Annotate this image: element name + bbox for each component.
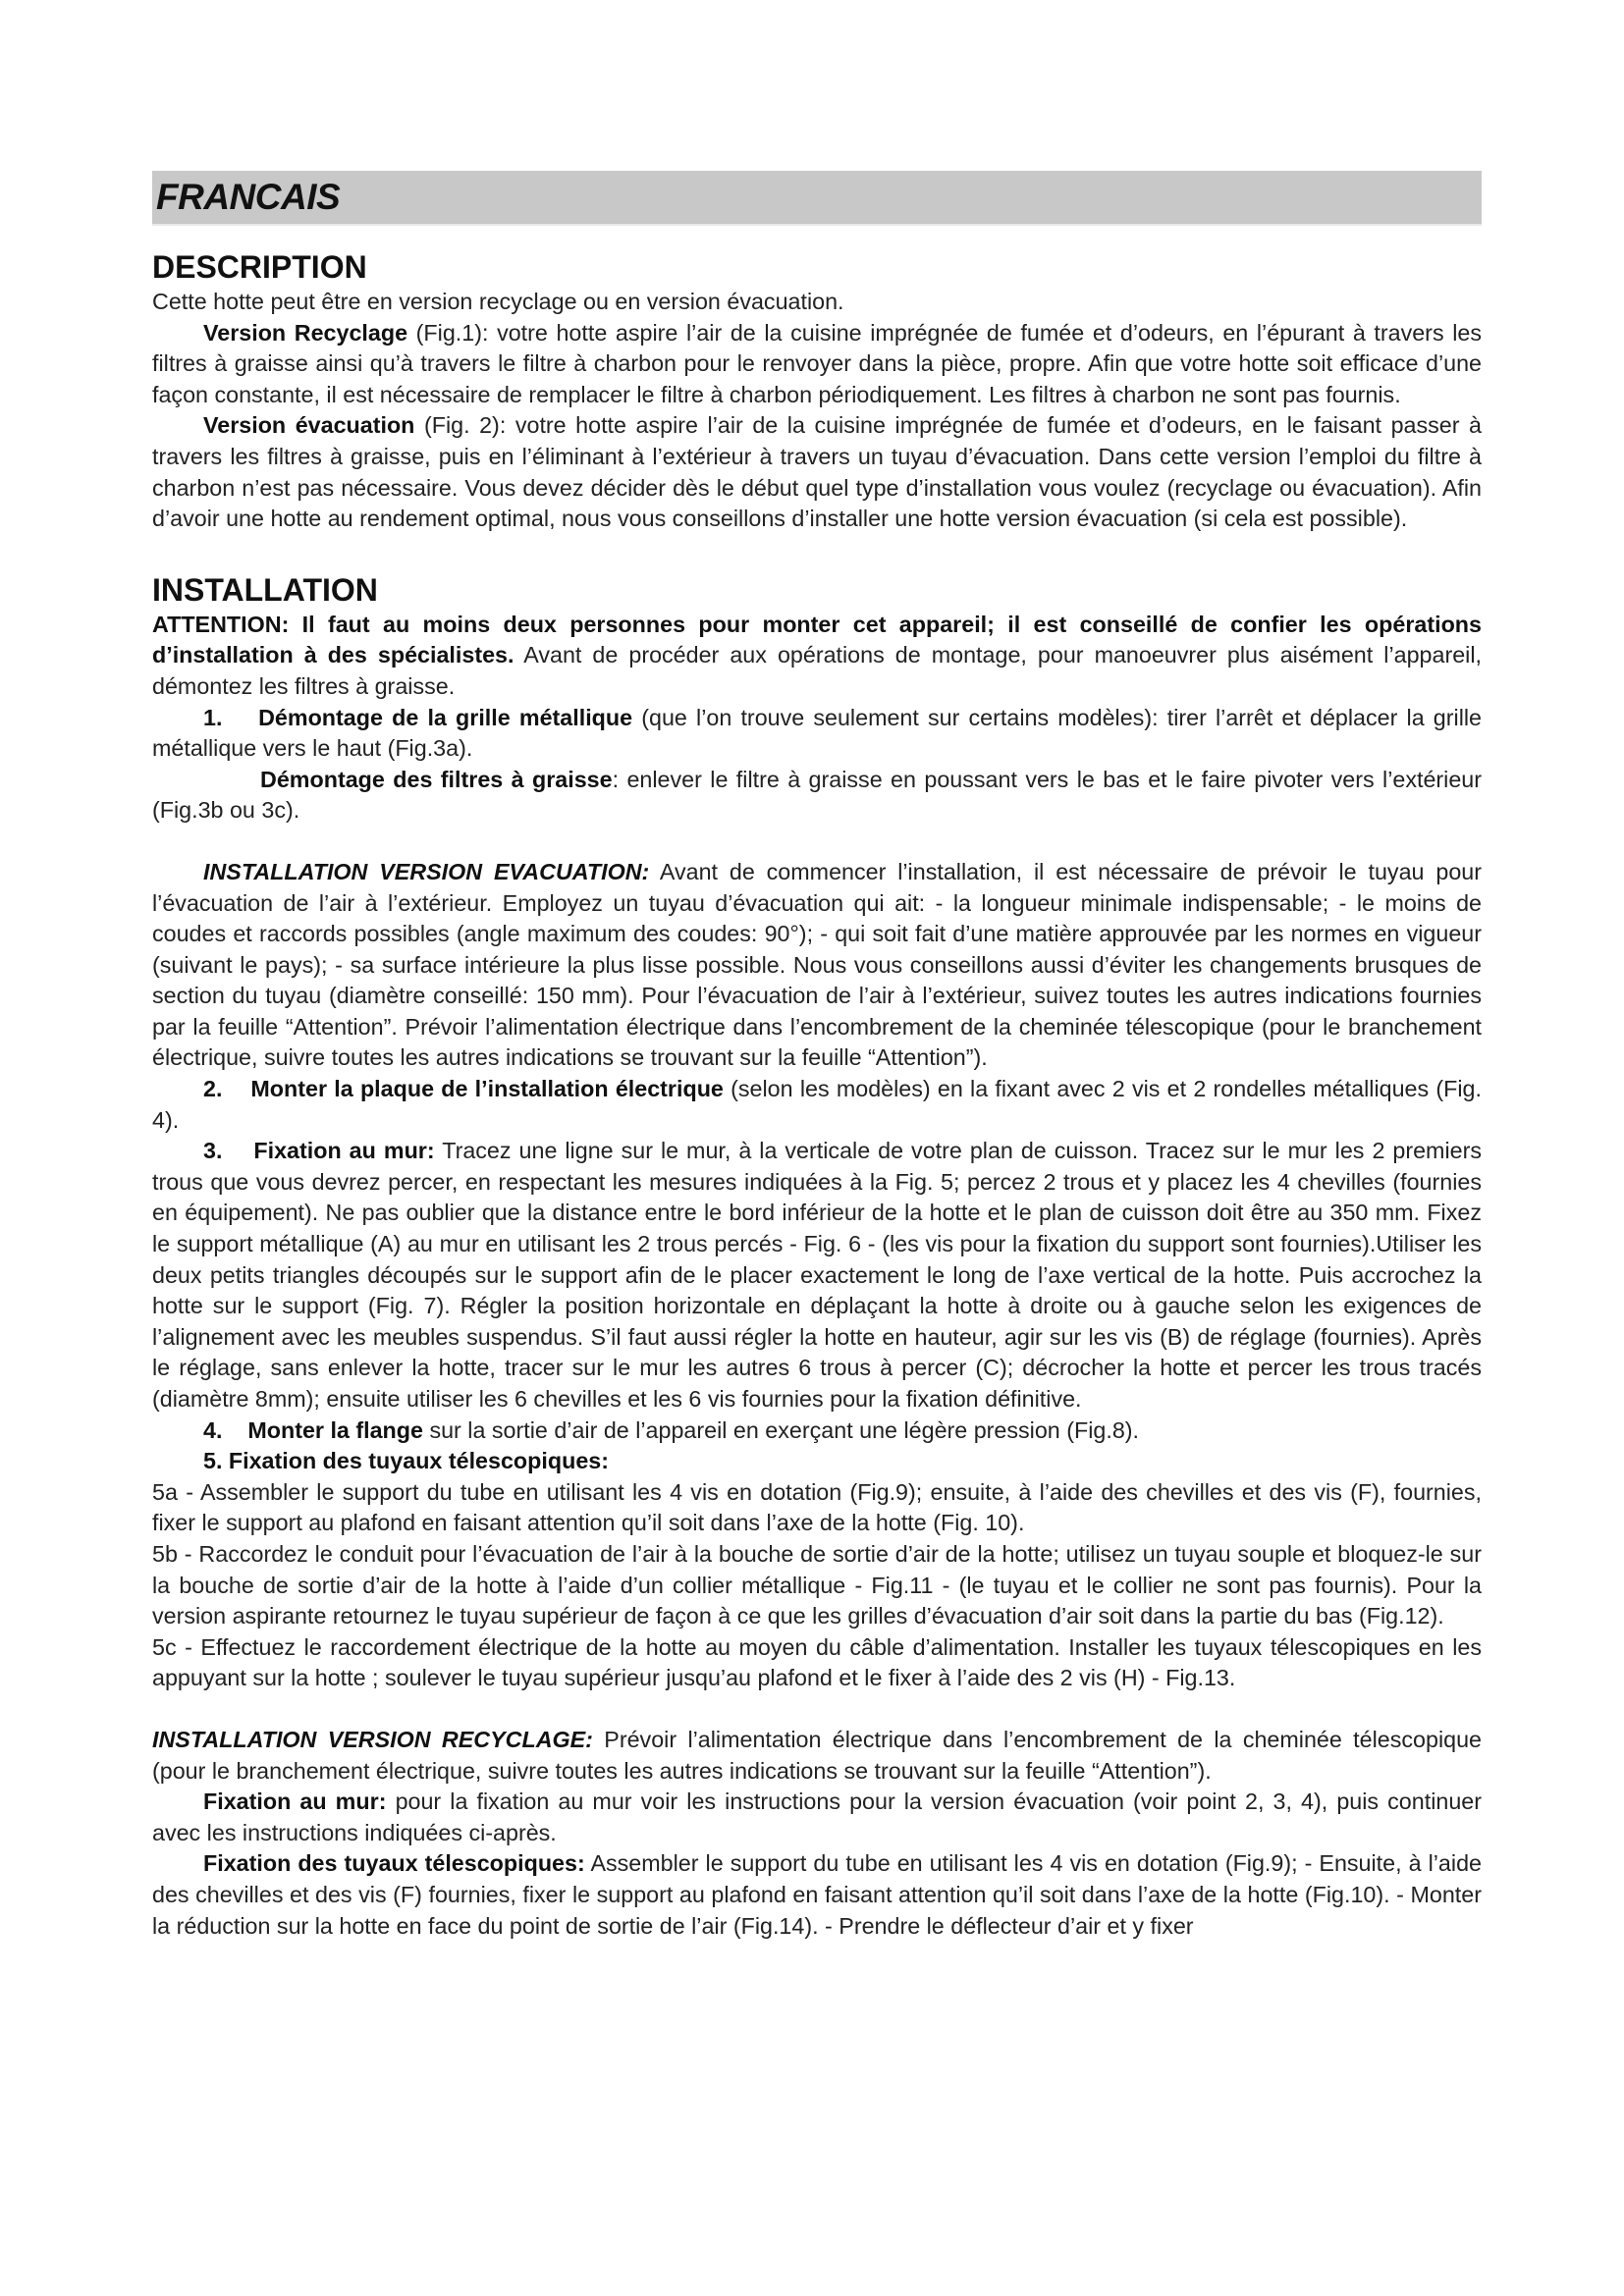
evacuation-text: (Fig. 2): votre hotte aspire l’air de la cuisine imprégnée de fumée et d’odeurs, en le faisant passer à travers les filtres à graisse, puis en l’éliminant à l’extérieur à travers un tuyau d’évacuation. Dans cette version l’emploi du filtre à charbon n’est pas nécessaire. Vous devez décider dès le début quel type d’installation vous voulez (recyclage ou évacuation). Afin d’avoir une hotte au rendement optimal, nous vous conseillons d’installer une hotte version évacuation (si cela est possible). [152,412,1482,532]
description-intro: Cette hotte peut être en version recyclage ou en version évacuation. [152,289,844,314]
step-2-number: 2. [203,1076,223,1102]
attention-paragraph [152,610,1482,703]
step-4-number: 4. [203,1416,223,1443]
step-3-text: Tracez une ligne sur le mur, à la verticale de votre plan de cuisson. Tracez sur le mur les 2 premiers trous que vous devrez percer, en respectant les mesures indiquées à la Fig. 5; percez 2 trous et y placez les 4 chevilles (fournies en équipement). Ne pas oublier que la distance entre le bord inférieur de la hotte et le plan de cuisson doit être au 350 mm. Fixez le support métallique (A) au mur en utilisant les 2 trous percés - Fig. 6 - (les vis pour la fixation du support sont fournies).Utiliser les deux petits triangles découpés sur le support afin de le placer exactement le long de l’axe vertical de la hotte. Puis accrochez la hotte sur le support (Fig. 7). Régler la position horizontale en déplaçant la hotte à droite ou à gauche selon les exigences de l’alignement avec les meubles suspendus. S’il faut aussi régler la hotte en hauteur, agir sur les vis (B) de réglage (fournies). Après le réglage, sans enlever la hotte, tracer sur le mur les autres 6 trous à percer (C); décrocher la hotte et percer les trous tracés (diamètre 8mm); ensuite utiliser les 6 chevilles et les 6 vis fournies pour la fixation définitive. [152,1138,1483,1412]
language-header-bar [152,171,1482,226]
step-1-paragraph [152,703,1482,765]
step-1b-label: Démontage des filtres à graisse [260,766,613,792]
recyclage-install-paragraph [152,1725,1482,1787]
step-5c-paragraph: 5c - Effectuez le raccordement électrique de la hotte au moyen du câble d’alimentation. Installer les tuyaux télescopiques en les appuyant sur la hotte ; soulever le tuyau supérieur jusqu’au plafond et le fixer à l’aide des 2 vis (H) - Fig.13. [152,1633,1482,1691]
step-2-paragraph [152,1074,1482,1136]
page-content [152,171,1482,1942]
evacuation-install-paragraph [152,857,1482,1074]
attention-warning: ATTENTION: Il faut au moins deux personnes pour monter cet appareil; il est conseillé de confier les opérations d’installation à des spécialistes. [152,611,1482,668]
recyclage-text: (Fig.1): votre hotte aspire l’air de la cuisine imprégnée de fumée et d’odeurs, en l’épurant à travers les filtres à graisse ainsi qu’à travers le filtre à charbon pour le renvoyer dans la pièce, propre. Afin que votre hotte soit efficace d’une façon constante, il est nécessaire de remplacer le filtre à charbon périodiquement. Les filtres à charbon ne sont pas fournis. [152,319,1482,407]
recyclage-tuyaux-text: Assembler le support du tube en utilisant les 4 vis en dotation (Fig.9); - Ensuite, à l’aide des chevilles et des vis (F) fournies, fixer le support au plafond en faisant attention qu’il soit dans l’axe de la hotte (Fig.10). - Monter la réduction sur la hotte en face du point de sortie de l’air (Fig.14). - Prendre le déflecteur d’air et y fixer [152,1850,1482,1939]
attention-text: Avant de procéder aux opérations de montage, pour manoeuvrer plus aisément l’appareil, démontez les filtres à graisse. [152,642,1482,699]
step-4-label: Monter la flange [247,1416,423,1443]
installation-heading: INSTALLATION [152,571,378,608]
recyclage-label: Version Recyclage [203,319,408,346]
recyclage-paragraph [152,318,1482,411]
step-1-number: 1. [203,704,223,730]
step-5-label: 5. Fixation des tuyaux télescopiques: [203,1448,609,1474]
step-5b-paragraph: 5b - Raccordez le conduit pour l’évacuation de l’air à la bouche de sortie d’air de la hotte; utilisez un tuyau souple et bloquez-le sur la bouche de sortie d’air de la hotte à l’aide d’un collier métallique - Fig.11 - (le tuyau et le collier ne sont pas fournis). Pour la version aspirante retournez le tuyau supérieur de façon à ce que les grilles d’évacuation d’air soit dans la partie du bas (Fig.12). [152,1540,1482,1629]
evacuation-install-heading: INSTALLATION VERSION EVACUATION: [203,858,650,884]
language-title: FRANCAIS [156,177,341,217]
step-3-paragraph [152,1136,1482,1415]
step-1b-paragraph [152,765,1482,827]
step-2-label: Monter la plaque de l’installation électrique [250,1076,724,1102]
step-1-label: Démontage de la grille métallique [258,704,633,730]
recyclage-tuyaux-paragraph [152,1848,1482,1942]
step-5a-paragraph: 5a - Assembler le support du tube en utilisant les 4 vis en dotation (Fig.9); ensuite, à l’aide des chevilles et des vis (F), fournies, fixer le support au plafond en faisant attention qu’il soit dans l’axe de la hotte (Fig. 10). [152,1478,1482,1536]
step-4-paragraph [152,1415,1482,1447]
step-2-text: (selon les modèles) en la fixant avec 2 vis et 2 rondelles métalliques (Fig. 4). [152,1076,1482,1133]
evacuation-install-text: Avant de commencer l’installation, il est nécessaire de prévoir le tuyau pour l’évacuation de l’air à l’extérieur. Employez un tuyau d’évacuation qui ait: - la longueur minimale indispensable; - le moins de coudes et raccords possibles (angle maximum des coudes: 90°); - qui soit fait d’une matière approuvée par les normes en vigueur (suivant le pays); - sa surface intérieure la plus lisse possible. Nous vous conseillons aussi d’éviter les changements brusques de section du tuyau (diamètre conseillé: 150 mm). Pour l’évacuation de l’air à l’extérieur, suivez toutes les autres indications fournies par la feuille “Attention”. Prévoir l’alimentation électrique dans l’encombrement de la cheminée télescopique (pour le branchement électrique, suivre toutes les autres indications se trouvant sur la feuille “Attention”). [152,858,1482,1071]
step-1b-text: : enlever le filtre à graisse en poussant vers le bas et le faire pivoter vers l’extérieur (Fig.3b ou 3c). [152,766,1483,824]
step-1-text: (que l’on trouve seulement sur certains modèles): tirer l’arrêt et déplacer la grille métallique vers le haut (Fig.3a). [152,704,1483,762]
recyclage-tuyaux-label: Fixation des tuyaux télescopiques: [203,1850,585,1877]
step-3-number: 3. [203,1138,223,1164]
recyclage-mur-text: pour la fixation au mur voir les instructions pour la version évacuation (voir point 2, 3, 4), puis continuer avec les instructions indiquées ci-après. [152,1789,1482,1845]
recyclage-mur-label: Fixation au mur: [203,1789,387,1815]
step-5-heading [152,1446,1482,1477]
step-3-label: Fixation au mur: [253,1138,435,1164]
evacuation-label: Version évacuation [203,412,415,439]
recyclage-mur-paragraph [152,1787,1482,1848]
evacuation-paragraph [152,410,1482,534]
step-4-text: sur la sortie d’air de l’appareil en exerçant une légère pression (Fig.8). [422,1416,1140,1443]
recyclage-install-text: Prévoir l’alimentation électrique dans l’encombrement de la cheminée télescopique (pour le branchement électrique, suivre toutes les autres indications se trouvant sur la feuille “Attention”). [152,1726,1482,1784]
recyclage-install-heading: INSTALLATION VERSION RECYCLAGE: [152,1726,593,1752]
description-heading: DESCRIPTION [152,249,367,285]
